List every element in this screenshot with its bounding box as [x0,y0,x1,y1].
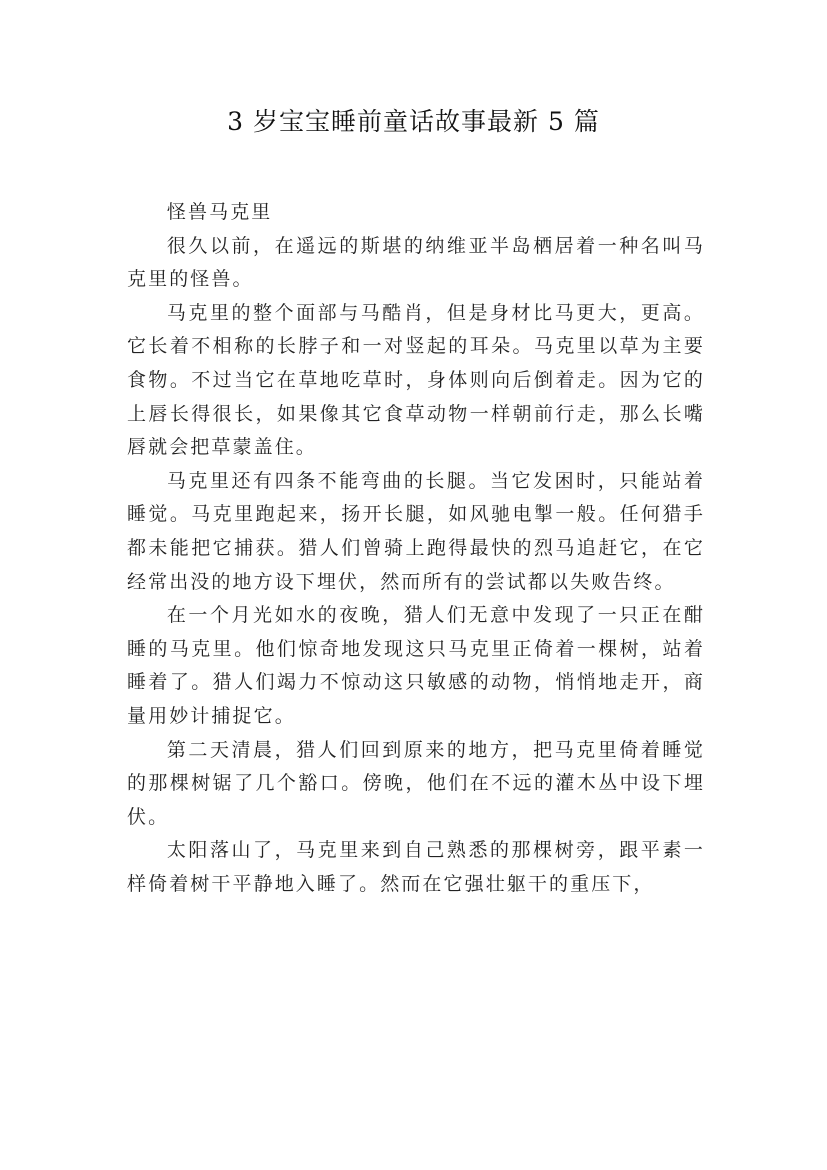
paragraph: 在一个月光如水的夜晚，猎人们无意中发现了一只正在酣睡的马克里。他们惊奇地发现这只马克里正倚着一棵树，站着睡着了。猎人们竭力不惊动这只敏感的动物，悄悄地走开，商量用妙计捕捉它。 [127,604,705,727]
paragraph: 第二天清晨，猎人们回到原来的地方，把马克里倚着睡觉的那棵树锯了几个豁口。傍晚，他们在不远的灌木丛中设下埋伏。 [127,738,705,828]
paragraph: 马克里的整个面部与马酷肖，但是身材比马更大，更高。它长着不相称的长脖子和一对竖起的耳朵。马克里以草为主要食物。不过当它在草地吃草时，身体则向后倒着走。因为它的上唇长得很长，如果像其它食草动物一样朝前行走，那么长嘴唇就会把草蒙盖住。 [127,301,705,459]
paragraph: 很久以前，在遥远的斯堪的纳维亚半岛栖居着一种名叫马克里的怪兽。 [127,234,705,291]
document-title: 3 岁宝宝睡前童话故事最新 5 篇 [227,107,600,136]
paragraph: 马克里还有四条不能弯曲的长腿。当它发困时，只能站着睡觉。马克里跑起来，扬开长腿，如风驰电掣一般。任何猎手都未能把它捕获。猎人们曾骑上跑得最快的烈马追赶它，在它经常出没的地方设下埋伏，然而所有的尝试都以失败告终。 [127,469,705,593]
document-body [127,196,705,901]
paragraph: 太阳落山了，马克里来到自己熟悉的那棵树旁，跟平素一样倚着树干平静地入睡了。然而在它强壮躯干的重压下， [127,839,705,895]
story-heading: 怪兽马克里 [166,201,273,223]
